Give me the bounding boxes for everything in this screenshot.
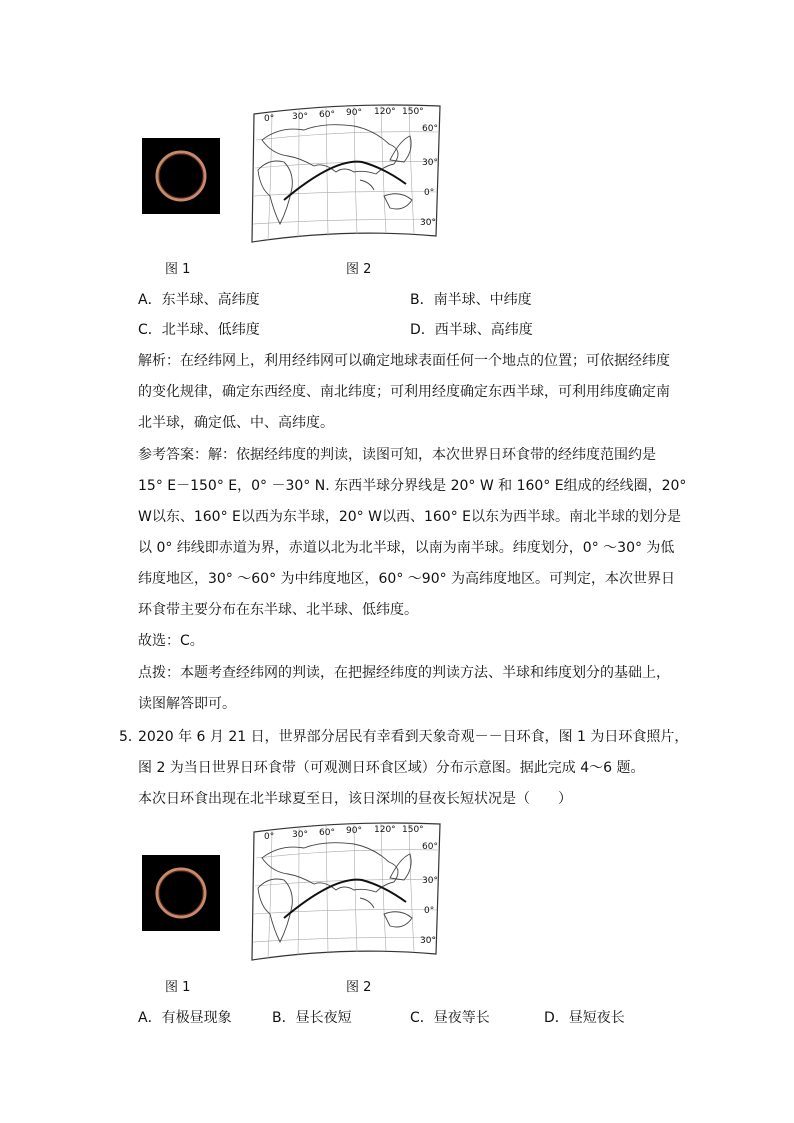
lat-label-0: 0° (424, 906, 435, 916)
lat-label-30s: 30° (420, 936, 436, 946)
lon-label-60: 60° (319, 828, 335, 838)
q4-answer-line-6: 环食带主要分布在东半球、北半球、低纬度。 (138, 602, 418, 618)
q5-stem-line-1: 2020 年 6 月 21 日，世界部分居民有幸看到天象奇观－－日环食，图 1 为日环食照片， (138, 729, 689, 745)
lat-label-30s: 30° (420, 218, 436, 228)
q4-comment-line-1: 点拨：本题考查经纬网的判读，在把握经纬度的判读方法、半球和纬度划分的基础上， (138, 665, 670, 681)
q4-comment (138, 658, 670, 720)
lon-label-0: 0° (264, 114, 275, 124)
q4-analysis-line-2: 的变化规律，确定东西经度、南北纬度；可利用经度确定东西半球，可利用纬度确定南 (138, 384, 670, 400)
q4-analysis-line-3: 北半球，确定低、中、高纬度。 (138, 415, 334, 431)
q5-option-b: B．昼长夜短 (272, 1010, 352, 1026)
q5-stem-line-2: 图 2 为当日世界日环食带（可观测日环食区域）分布示意图。据此完成 4～6 题。 (138, 760, 645, 776)
q4-answer-line-5: 纬度地区，30° ～60° 为中纬度地区，60° ～90° 为高纬度地区。可判定，本次世界日 (138, 571, 676, 587)
eclipse-path-map-1 (244, 100, 444, 248)
q4-analysis (138, 346, 670, 439)
lat-label-30n: 30° (422, 158, 438, 168)
lon-label-120: 120° (374, 107, 396, 117)
annular-eclipse-image (142, 138, 220, 214)
eclipse-path-map-2 (244, 818, 444, 966)
q5-option-a: A．有极昼现象 (138, 1010, 232, 1026)
q5-option-d: D．昼短夜长 (544, 1010, 625, 1026)
lon-label-90: 90° (346, 108, 362, 118)
q5-stem (138, 722, 688, 815)
lat-label-30n: 30° (422, 876, 438, 886)
q5-stem-line-3: 本次日环食出现在北半球夏至日，该日深圳的昼夜长短状况是（ ） (138, 791, 572, 807)
q5-number: 5． (119, 729, 142, 745)
eclipse-photo-1 (142, 138, 220, 214)
annular-eclipse-image (142, 855, 220, 931)
lon-label-150: 150° (402, 107, 424, 117)
q4-option-b: B．南半球、中纬度 (410, 292, 532, 308)
lon-label-30: 30° (292, 830, 308, 840)
lon-label-0: 0° (264, 832, 275, 842)
lon-label-60: 60° (319, 110, 335, 120)
figure-caption-1: 图 1 (165, 980, 191, 995)
lon-label-30: 30° (292, 112, 308, 122)
lat-label-0: 0° (424, 188, 435, 198)
lon-label-90: 90° (346, 826, 362, 836)
eclipse-photo-2 (142, 855, 220, 931)
q4-answer-line-2: 15° E－150° E，0° －30° N. 东西半球分界线是 20° W 和 160° E组成的经线圈，20° (138, 478, 687, 494)
lat-label-60n: 60° (422, 842, 438, 852)
figure-caption-2: 图 2 (346, 980, 372, 995)
q4-answer-line-3: W以东、160° E以西为东半球，20° W以西、160° E以东为西半球。南北半球的划分是 (138, 509, 681, 525)
lon-label-150: 150° (402, 825, 424, 835)
q4-answer-line-1: 参考答案：解：依据经纬度的判读，读图可知，本次世界日环食带的经纬度范围约是 (138, 447, 656, 463)
q4-analysis-line-1: 解析：在经纬网上，利用经纬网可以确定地球表面任何一个地点的位置；可依据经纬度 (138, 353, 670, 369)
q4-comment-line-2: 读图解答即可。 (138, 696, 236, 712)
q4-choice: 故选：C。 (138, 633, 204, 649)
q4-answer (138, 440, 686, 626)
q4-option-c: C．北半球、低纬度 (138, 322, 260, 338)
q5-option-c: C．昼夜等长 (410, 1010, 490, 1026)
figure-caption-1: 图 1 (165, 262, 191, 277)
lat-label-60n: 60° (422, 124, 438, 134)
q4-answer-line-4: 以 0° 纬线即赤道为界，赤道以北为北半球，以南为南半球。纬度划分，0° ～30° 为低 (138, 540, 675, 556)
q4-option-a: A．东半球、高纬度 (138, 292, 260, 308)
q4-option-d: D．西半球、高纬度 (410, 322, 533, 338)
lon-label-120: 120° (374, 825, 396, 835)
figure-caption-2: 图 2 (346, 262, 372, 277)
